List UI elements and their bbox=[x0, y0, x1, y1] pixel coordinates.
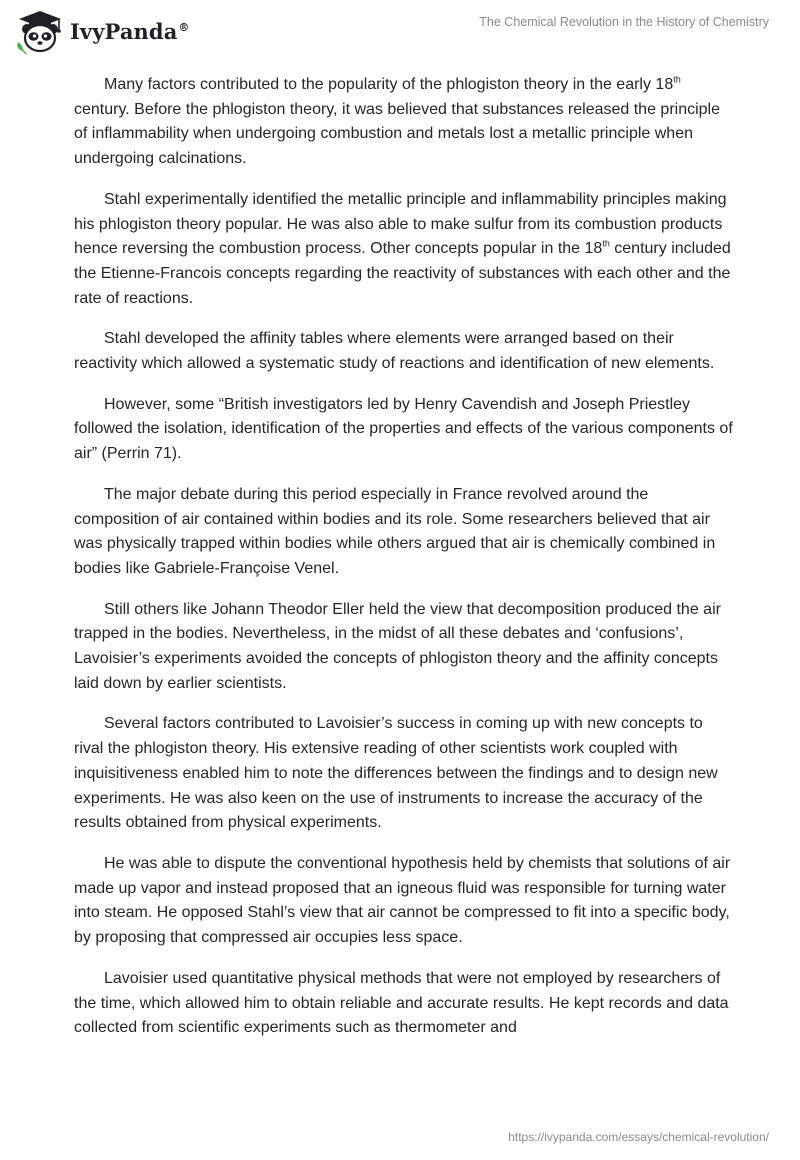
document-title: The Chemical Revolution in the History of Chemistry bbox=[479, 15, 769, 29]
paragraph-3: Stahl developed the affinity tables where elements were arranged based on their reactivity which allowed a systematic study of reactions and identification of new elements. bbox=[74, 330, 715, 373]
panda-graduation-cap-icon bbox=[14, 8, 66, 56]
source-url-link[interactable]: https://ivypanda.com/essays/chemical-revolution/ bbox=[508, 1130, 769, 1144]
essay-body bbox=[74, 73, 734, 1057]
paragraph-6: Still others like Johann Theodor Eller held the view that decomposition produced the air trapped in the bodies. Nevertheless, in the midst of all these debates and ‘confusions’, Lavoisier’s experiments avoided the concepts of phlogiston theory and the affinity concepts laid down by earlier scientists. bbox=[74, 600, 721, 692]
paragraph-9: Lavoisier used quantitative physical methods that were not employed by researchers of the time, which allowed him to obtain reliable and accurate results. He kept records and data collected from scientific experiments such as thermometer and bbox=[74, 969, 729, 1037]
paragraph-7: Several factors contributed to Lavoisier’s success in coming up with new concepts to rival the phlogiston theory. His extensive reading of other scientists work coupled with inquisitiveness enabled him to note the differences between the findings and to design new experiments. He was also keen on the use of instruments to increase the accuracy of the results obtained from physical experiments. bbox=[74, 715, 718, 832]
paragraph-2: Stahl experimentally identified the metallic principle and inflammability principles making his phlogiston theory popular. He was also able to make sulfur from its combustion products hence reversing the combustion process. Other concepts popular in the 18th century included the Etienne-Francois concepts regarding the reactivity of substances with each other and the rate of reactions. bbox=[74, 190, 731, 307]
ivypanda-logo-link[interactable] bbox=[14, 8, 190, 56]
paragraph-1: Many factors contributed to the popularity of the phlogiston theory in the early 18th century. Before the phlogiston theory, it was believed that substances released the principle of inflammability when undergoing combustion and metals lost a metallic principle when undergoing calcinations. bbox=[74, 74, 721, 168]
paragraph-5: The major debate during this period especially in France revolved around the composition of air contained within bodies and its role. Some researchers believed that air was physically trapped within bodies while others argued that air is chemically combined in bodies like Gabriele-Françoise Venel. bbox=[74, 485, 716, 577]
page-header bbox=[0, 0, 800, 66]
paragraph-4: However, some “British investigators led by Henry Cavendish and Joseph Priestley followed the isolation, identification of the properties and effects of the various components of air” (Perrin 71). bbox=[74, 395, 733, 463]
brand-name: IvyPanda® bbox=[70, 18, 190, 44]
paragraph-8: He was able to dispute the conventional hypothesis held by chemists that solutions of air made up vapor and instead proposed that an igneous fluid was responsible for turning water into steam. He opposed Stahl’s view that air cannot be compressed to fit into a specific body, by proposing that compressed air occupies less space. bbox=[74, 854, 731, 947]
